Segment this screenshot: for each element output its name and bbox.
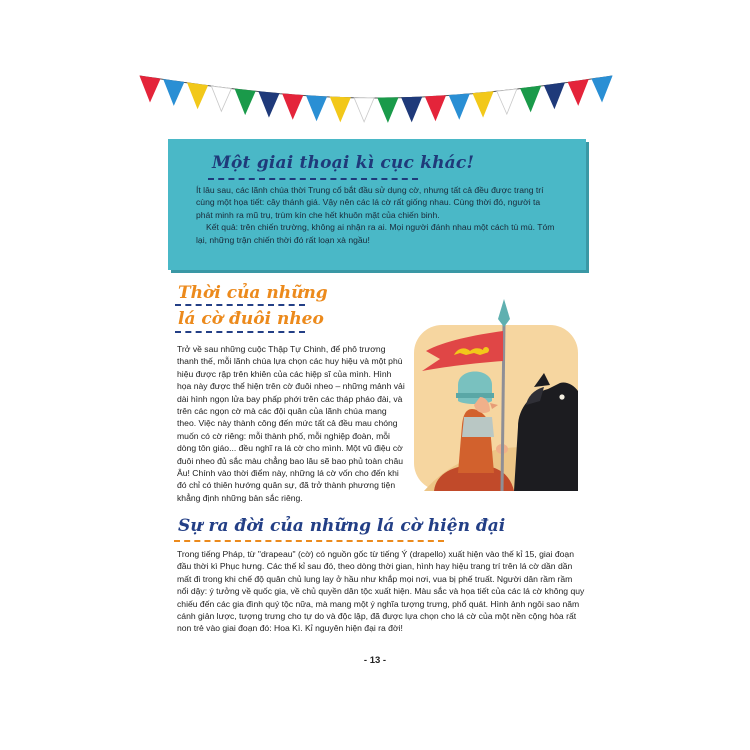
- bunting-flag: [211, 86, 231, 111]
- bunting-flag: [449, 94, 469, 119]
- bunting-flag: [402, 97, 422, 121]
- section2-body: Trong tiếng Pháp, từ "drapeau" (cờ) có nguồn gốc từ tiếng Ý (drapello) xuất hiện vào thế kỉ 15, giai đoạn đầu thời kì Phục hưng. Các thế kỉ sau đó, theo dòng thời gian, hình hay hiệu trang trí trên lá cờ dần dần mất đi trong khi chế độ quân chủ lung lay ở hầu như khắp mọi nơi, vua bị phế truất. Người dân rầm rầm nổi dậy: ý tưởng về quốc gia, về chủ quyền dân tộc xuất hiện. Màu sắc và họa tiết của các lá cờ không quy chiếu đến các gia đình quý tộc nữa, mà mang một ý nghĩa tượng trưng, phổ quát. Hình ảnh ngôi sao năm cánh giản lược, tượng trưng cho tự do và độc lập, đã được lựa chọn cho lá cờ của một nền cộng hòa rất non trẻ vào giai đoạn đó: Hoa Kì. Kỉ nguyên hiện đại ra đời!: [177, 549, 585, 634]
- section1-title-underline-2: [175, 331, 305, 333]
- callout-title: Một giai thoại kì cục khác!: [212, 153, 475, 173]
- section2-title: Sự ra đời của những lá cờ hiện đại: [178, 516, 506, 536]
- bunting-flag: [473, 92, 493, 117]
- bunting-flag: [544, 83, 564, 108]
- bunting-flag: [164, 79, 184, 104]
- callout-box: [168, 139, 586, 270]
- bunting-flag: [188, 83, 208, 108]
- bunting-flag: [568, 79, 588, 104]
- callout-text: [196, 184, 556, 246]
- bunting-flag: [307, 96, 327, 121]
- bunting-flag: [425, 96, 445, 121]
- callout-paragraph-1: Ít lâu sau, các lãnh chúa thời Trung cổ bắt đầu sử dụng cờ, nhưng tất cả đều được trang trí cùng một họa tiết: cây thánh giá. Vậy nên các lá cờ rất giống nhau. Cùng thời đó, người ta phát minh ra mũ trụ, trùm kín che hết khuôn mặt của chiến binh.: [196, 185, 544, 220]
- bunting-flag: [259, 92, 279, 117]
- bunting-flag: [592, 76, 612, 101]
- bunting-decoration: [0, 0, 750, 130]
- section1-body: Trở về sau những cuộc Thập Tự Chinh, để phô trương thanh thế, mỗi lãnh chúa lựa chọn các huy hiệu và một phù hiệu được rập trên khiên của các hiệp sĩ của mình. Hình họa này được thể hiện trên cờ đuôi nheo – những mảnh vải dài hình ngọn lửa bay phấp phới trên các tháp pháo đài, và trên các ngọn cờ mà các đội quân của lãnh chúa mang theo. Việc này thành công đến mức tất cả đều mau chóng muốn có cờ riêng: mỗi thành phố, mỗi nghiệp đoàn, mỗi dòng tôn giáo... đều nghĩ ra lá cờ cho mình. Một vũ điệu cờ đuôi nheo đủ sắc màu chẳng bao lâu sẽ bao phủ toàn châu Âu! Chính vào thời điểm này, những lá cờ vốn cho đến khi đó chỉ có thiên hướng quân sự, đã trở thành phương tiện khẳng định những bản sắc riêng.: [177, 344, 405, 503]
- section2-title-underline: [174, 540, 444, 542]
- bunting-flag: [497, 89, 517, 114]
- bunting-flag: [235, 89, 255, 114]
- bunting-flag: [140, 76, 160, 101]
- knight-illustration: [414, 297, 580, 492]
- page-number: - 13 -: [363, 655, 387, 666]
- helmet-icon: [456, 372, 494, 405]
- lion-emblem-icon: [448, 345, 492, 359]
- bunting-string: [140, 76, 612, 98]
- bunting-flag: [521, 86, 541, 111]
- bunting-flag: [354, 98, 374, 122]
- bunting-flag: [283, 94, 303, 119]
- bunting-flag: [378, 98, 398, 122]
- section1-title-line-2: lá cờ đuôi nheo: [178, 309, 324, 329]
- callout-paragraph-2: Kết quả: trên chiến trường, không ai nhận ra ai. Mọi người đánh nhau một cách tù mù. Tóm lại, những trận chiến thời đó rất loạn xà ngầu!: [196, 222, 555, 245]
- section1-title-line-1: Thời của những: [178, 283, 328, 303]
- bunting-flag: [330, 97, 350, 121]
